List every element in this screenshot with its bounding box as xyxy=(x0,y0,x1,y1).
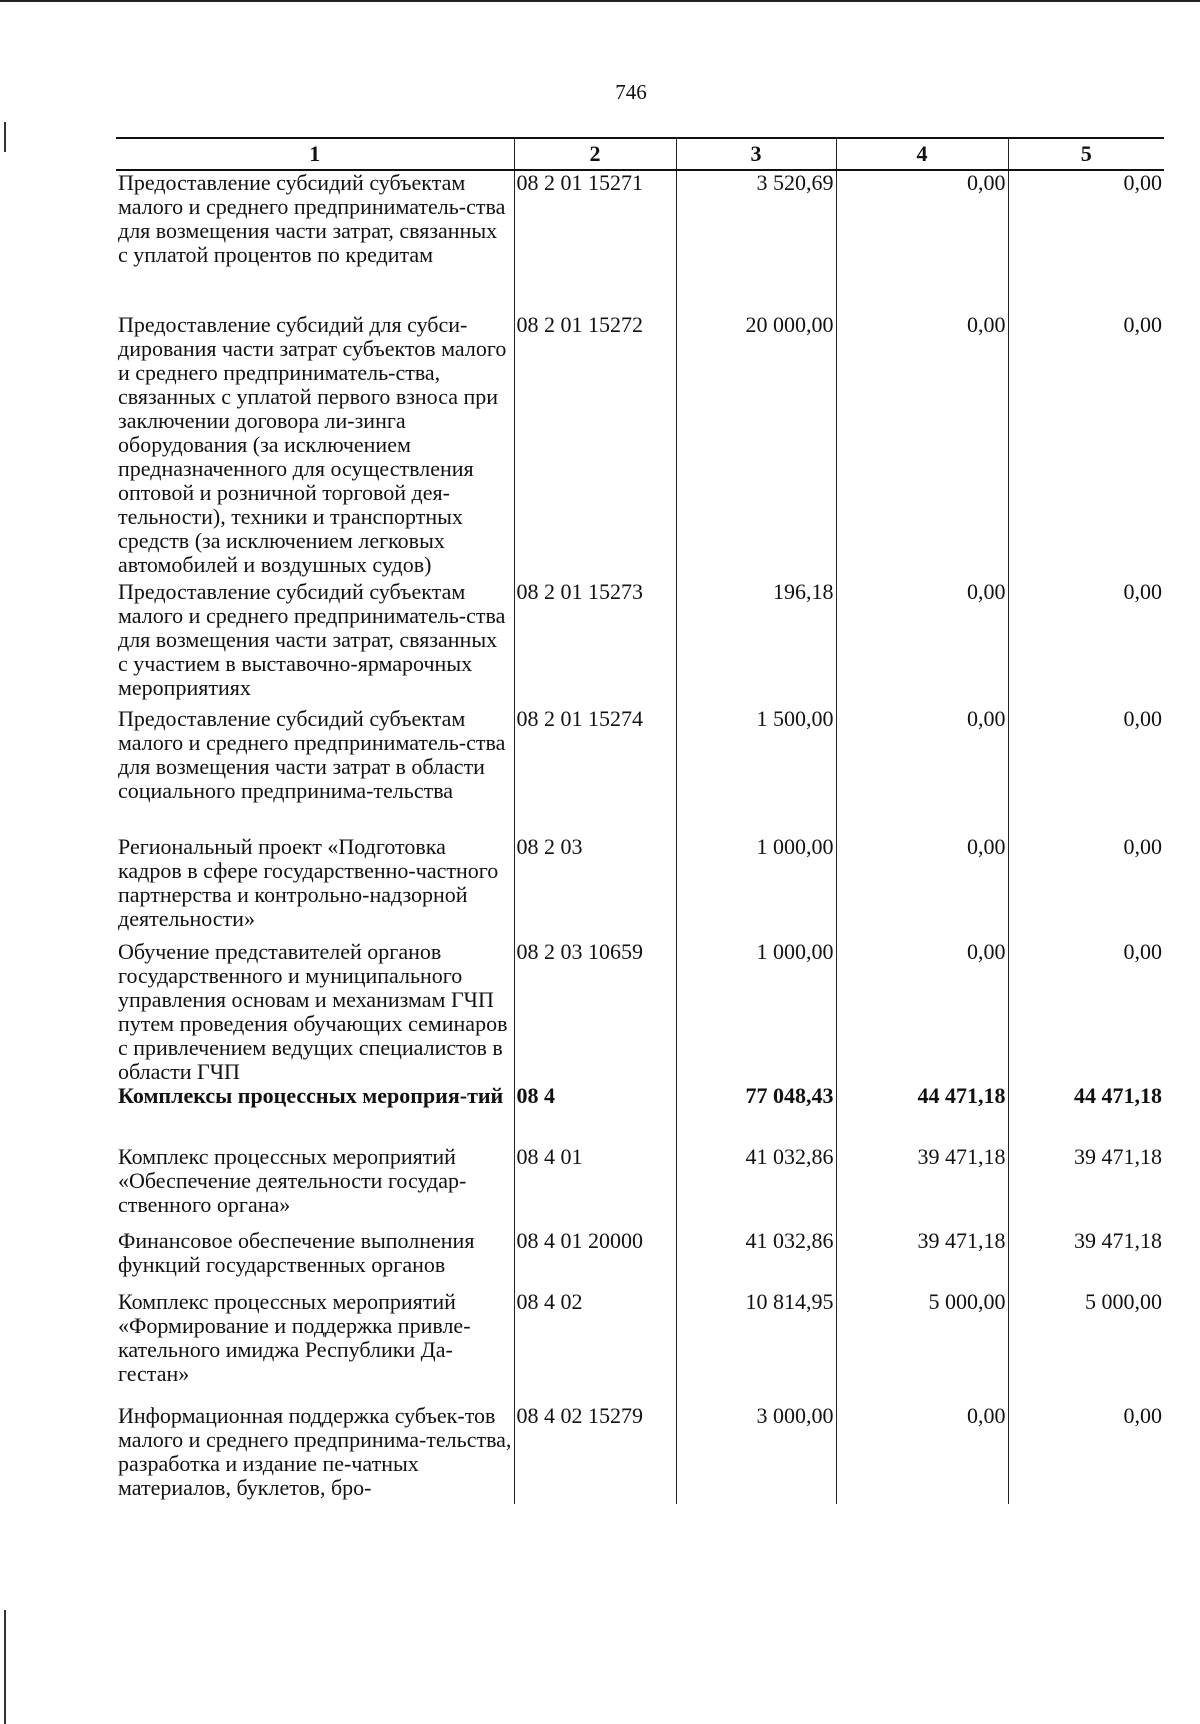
row-code: 08 4 02 xyxy=(514,1290,676,1404)
table-row xyxy=(116,1145,1164,1229)
value-col3: 3 000,00 xyxy=(676,1404,836,1504)
top-border-line xyxy=(0,0,1200,2)
table-row xyxy=(116,835,1164,940)
row-code: 08 4 01 xyxy=(514,1145,676,1229)
header-row xyxy=(116,138,1164,170)
budget-table xyxy=(116,137,1164,1504)
row-name: Комплексы процессных мероприя-тий xyxy=(118,1083,504,1108)
row-name: Предоставление субсидий субъектам малого и среднего предприниматель-ства для возмещения части затрат, связанных с участием в выставочно-ярмарочных мероприятиях xyxy=(118,579,506,700)
column-header: 5 xyxy=(1008,138,1164,170)
value-col4: 0,00 xyxy=(836,707,1008,835)
row-name: Предоставление субсидий для субси-дирования части затрат субъектов малого и среднего предприниматель-ства, связанных с уплатой первого взноса при заключении договора ли-зинга оборудования (за исключением предназначенного для осуществления оптовой и розничной торговой дея-тельности), техники и транспортных средств (за исключением легковых автомобилей и воздушных судов) xyxy=(118,312,507,577)
scan-edge-mark xyxy=(4,122,6,152)
table-row xyxy=(116,940,1164,1084)
row-code: 08 4 01 20000 xyxy=(514,1229,676,1290)
value-col3: 1 500,00 xyxy=(676,707,836,835)
table-row xyxy=(116,1229,1164,1290)
row-code: 08 2 01 15273 xyxy=(514,580,676,707)
table-row xyxy=(116,1084,1164,1145)
value-col4: 39 471,18 xyxy=(836,1229,1008,1290)
row-name: Комплекс процессных мероприятий «Формирование и поддержка привле-кательного имиджа Республики Да-гестан» xyxy=(118,1289,471,1386)
value-col5: 0,00 xyxy=(1008,313,1164,580)
value-col3: 1 000,00 xyxy=(676,835,836,940)
value-col3: 77 048,43 xyxy=(676,1084,836,1145)
value-col4: 0,00 xyxy=(836,313,1008,580)
row-code: 08 2 01 15271 xyxy=(514,170,676,313)
value-col5: 0,00 xyxy=(1008,835,1164,940)
value-col4: 0,00 xyxy=(836,580,1008,707)
value-col5: 0,00 xyxy=(1008,170,1164,313)
value-col4: 0,00 xyxy=(836,940,1008,1084)
value-col3: 3 520,69 xyxy=(676,170,836,313)
table-row xyxy=(116,1290,1164,1404)
value-col4: 0,00 xyxy=(836,170,1008,313)
row-name: Информационная поддержка субъек-тов малого и среднего предпринима-тельства, разработка и издание пе-чатных материалов, буклетов, бро- xyxy=(118,1403,512,1500)
row-name: Обучение представителей органов государственного и муниципального управления основам и механизмам ГЧП путем проведения обучающих семинаров с привлечением ведущих специалистов в области ГЧП xyxy=(118,939,508,1084)
table-row xyxy=(116,170,1164,313)
value-col4: 0,00 xyxy=(836,835,1008,940)
column-header: 4 xyxy=(836,138,1008,170)
table-row xyxy=(116,580,1164,707)
value-col4: 44 471,18 xyxy=(836,1084,1008,1145)
row-name: Предоставление субсидий субъектам малого и среднего предприниматель-ства для возмещения части затрат в области социального предпринима-тельства xyxy=(118,706,506,803)
value-col3: 196,18 xyxy=(676,580,836,707)
row-code: 08 2 03 xyxy=(514,835,676,940)
value-col3: 20 000,00 xyxy=(676,313,836,580)
row-name: Финансовое обеспечение выполнения функций государственных органов xyxy=(118,1228,475,1277)
row-code: 08 2 01 15274 xyxy=(514,707,676,835)
column-header: 2 xyxy=(514,138,676,170)
value-col5: 0,00 xyxy=(1008,1404,1164,1504)
value-col3: 1 000,00 xyxy=(676,940,836,1084)
value-col5: 0,00 xyxy=(1008,940,1164,1084)
row-name: Предоставление субсидий субъектам малого и среднего предприниматель-ства для возмещения части затрат, связанных с уплатой процентов по кредитам xyxy=(118,170,506,267)
value-col4: 39 471,18 xyxy=(836,1145,1008,1229)
row-code: 08 2 03 10659 xyxy=(514,940,676,1084)
table-row xyxy=(116,1404,1164,1504)
row-code: 08 2 01 15272 xyxy=(514,313,676,580)
row-code: 08 4 02 15279 xyxy=(514,1404,676,1504)
page-number: 746 xyxy=(615,80,647,104)
row-name: Региональный проект «Подготовка кадров в сфере государственно-частного партнерства и контрольно-надзорной деятельности» xyxy=(118,834,499,931)
value-col5: 0,00 xyxy=(1008,707,1164,835)
value-col5: 5 000,00 xyxy=(1008,1290,1164,1404)
value-col3: 41 032,86 xyxy=(676,1145,836,1229)
value-col3: 41 032,86 xyxy=(676,1229,836,1290)
value-col5: 44 471,18 xyxy=(1008,1084,1164,1145)
value-col5: 0,00 xyxy=(1008,580,1164,707)
value-col5: 39 471,18 xyxy=(1008,1145,1164,1229)
scan-edge-mark xyxy=(4,1610,6,1724)
row-code: 08 4 xyxy=(514,1084,676,1145)
table-row xyxy=(116,313,1164,580)
value-col4: 5 000,00 xyxy=(836,1290,1008,1404)
table-row xyxy=(116,707,1164,835)
row-name: Комплекс процессных мероприятий «Обеспечение деятельности государ-ственного органа» xyxy=(118,1144,467,1217)
value-col5: 39 471,18 xyxy=(1008,1229,1164,1290)
value-col3: 10 814,95 xyxy=(676,1290,836,1404)
column-header: 1 xyxy=(116,138,514,170)
value-col4: 0,00 xyxy=(836,1404,1008,1504)
column-header: 3 xyxy=(676,138,836,170)
